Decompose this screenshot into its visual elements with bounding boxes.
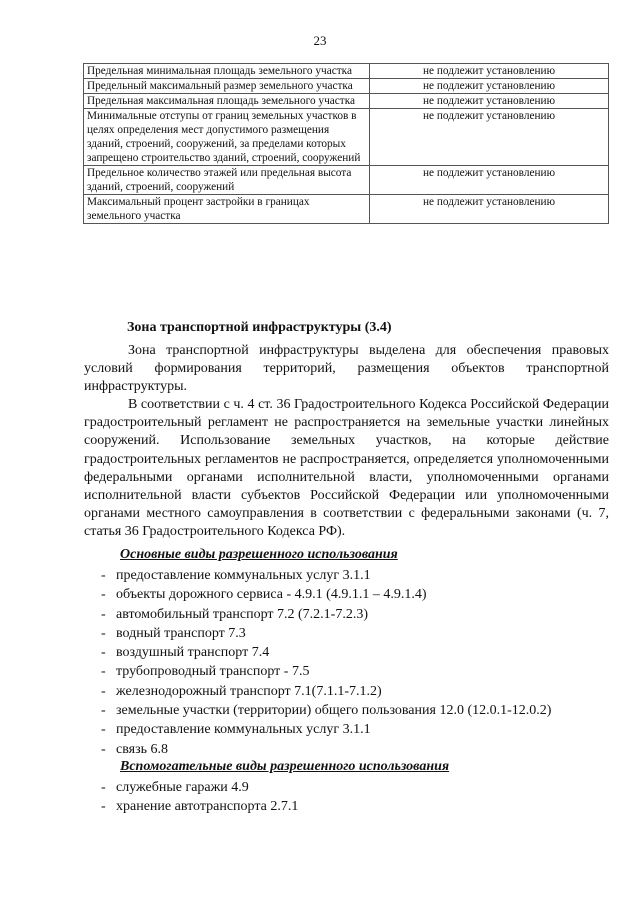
param-cell: Предельная минимальная площадь земельного участка <box>84 64 370 79</box>
list-item <box>0 624 551 643</box>
list-item-text: предоставление коммунальных услуг 3.1.1 <box>116 722 371 738</box>
list-item <box>0 778 298 797</box>
dash-marker: - <box>101 703 106 719</box>
table-row <box>84 109 609 166</box>
value-cell: не подлежит установлению <box>370 109 609 166</box>
value-cell: не подлежит установлению <box>370 64 609 79</box>
param-cell: Минимальные отступы от границ земельных участков в целях определения мест допустимого размещения зданий, строений, сооружений, за пределами которых запрещено строительство зданий, строений, сооружений <box>84 109 370 166</box>
list-item-text: предоставление коммунальных услуг 3.1.1 <box>116 568 371 583</box>
value-cell: не подлежит установлению <box>370 195 609 224</box>
dash-marker: - <box>101 741 106 757</box>
section-title: Зона транспортной инфраструктуры (3.4) <box>127 320 392 335</box>
value-cell: не подлежит установлению <box>370 94 609 109</box>
list-item-text: автомобильный транспорт 7.2 (7.2.1-7.2.3) <box>116 606 368 622</box>
page-number: 23 <box>313 33 327 48</box>
table-row <box>84 64 609 79</box>
list-item <box>0 682 551 701</box>
paragraph-legal: В соответствии с ч. 4 ст. 36 Градостроительного Кодекса Российской Федерации градостроительный регламент не распространяется на земельные участки линейных сооружений. Использование земельных участков, на которые действие градостроительных регламентов не распространяется, определяется уполномоченными федеральными органами исполнительной власти, уполномоченными органами исполнительной власти субъектов Российской Федерации или уполномоченными органами местного самоуправления в соответствии с федеральными законами (ч. 7, статья 36 Градостроительного Кодекса РФ). <box>84 397 609 540</box>
dash-marker: - <box>101 664 106 680</box>
list-item-text: служебные гаражи 4.9 <box>116 780 249 795</box>
aux-uses-heading: Вспомогательные виды разрешенного использования <box>120 759 450 774</box>
list-item <box>0 662 551 681</box>
dash-marker: - <box>101 780 106 795</box>
dash-marker: - <box>101 799 106 815</box>
dash-marker: - <box>101 587 106 603</box>
list-item <box>0 643 551 662</box>
list-item-text: хранение автотранспорта 2.7.1 <box>116 799 299 815</box>
list-item-text: трубопроводный транспорт - 7.5 <box>116 664 310 680</box>
list-item-text: железнодорожный транспорт 7.1(7.1.1-7.1.2) <box>116 683 382 699</box>
list-item <box>0 701 551 720</box>
table-row <box>84 166 609 195</box>
table-row <box>84 195 609 224</box>
list-item-text: воздушный транспорт 7.4 <box>116 645 270 661</box>
list-item <box>0 720 551 739</box>
table-row <box>84 79 609 94</box>
table-row <box>84 94 609 109</box>
list-item <box>0 605 551 624</box>
param-cell: Предельный максимальный размер земельного участка <box>84 79 370 94</box>
dash-marker: - <box>101 683 106 699</box>
paragraph-intro: Зона транспортной инфраструктуры выделена для обеспечения правовых условий формирования территорий, размещения объектов транспортной инфраструктуры. <box>84 343 609 395</box>
param-cell: Предельная максимальная площадь земельного участка <box>84 94 370 109</box>
dash-marker: - <box>101 568 106 583</box>
regulations-table <box>83 63 609 224</box>
list-item-text: связь 6.8 <box>116 741 168 757</box>
list-item <box>0 566 551 585</box>
dash-marker: - <box>101 645 106 661</box>
list-item-text: водный транспорт 7.3 <box>116 625 246 641</box>
list-item <box>0 585 551 604</box>
value-cell: не подлежит установлению <box>370 79 609 94</box>
value-cell: не подлежит установлению <box>370 166 609 195</box>
dash-marker: - <box>101 722 106 738</box>
main-uses-list <box>0 566 551 759</box>
aux-uses-list <box>0 778 298 817</box>
list-item-text: земельные участки (территории) общего пользования 12.0 (12.0.1-12.0.2) <box>116 703 552 719</box>
dash-marker: - <box>101 625 106 641</box>
list-item-text: объекты дорожного сервиса - 4.9.1 (4.9.1.1 – 4.9.1.4) <box>116 587 427 603</box>
param-cell: Предельное количество этажей или предельная высота зданий, строений, сооружений <box>84 166 370 195</box>
list-item <box>0 740 551 759</box>
list-item <box>0 797 298 816</box>
main-uses-heading: Основные виды разрешенного использования <box>120 547 398 562</box>
param-cell: Максимальный процент застройки в границах земельного участка <box>84 195 370 224</box>
dash-marker: - <box>101 606 106 622</box>
